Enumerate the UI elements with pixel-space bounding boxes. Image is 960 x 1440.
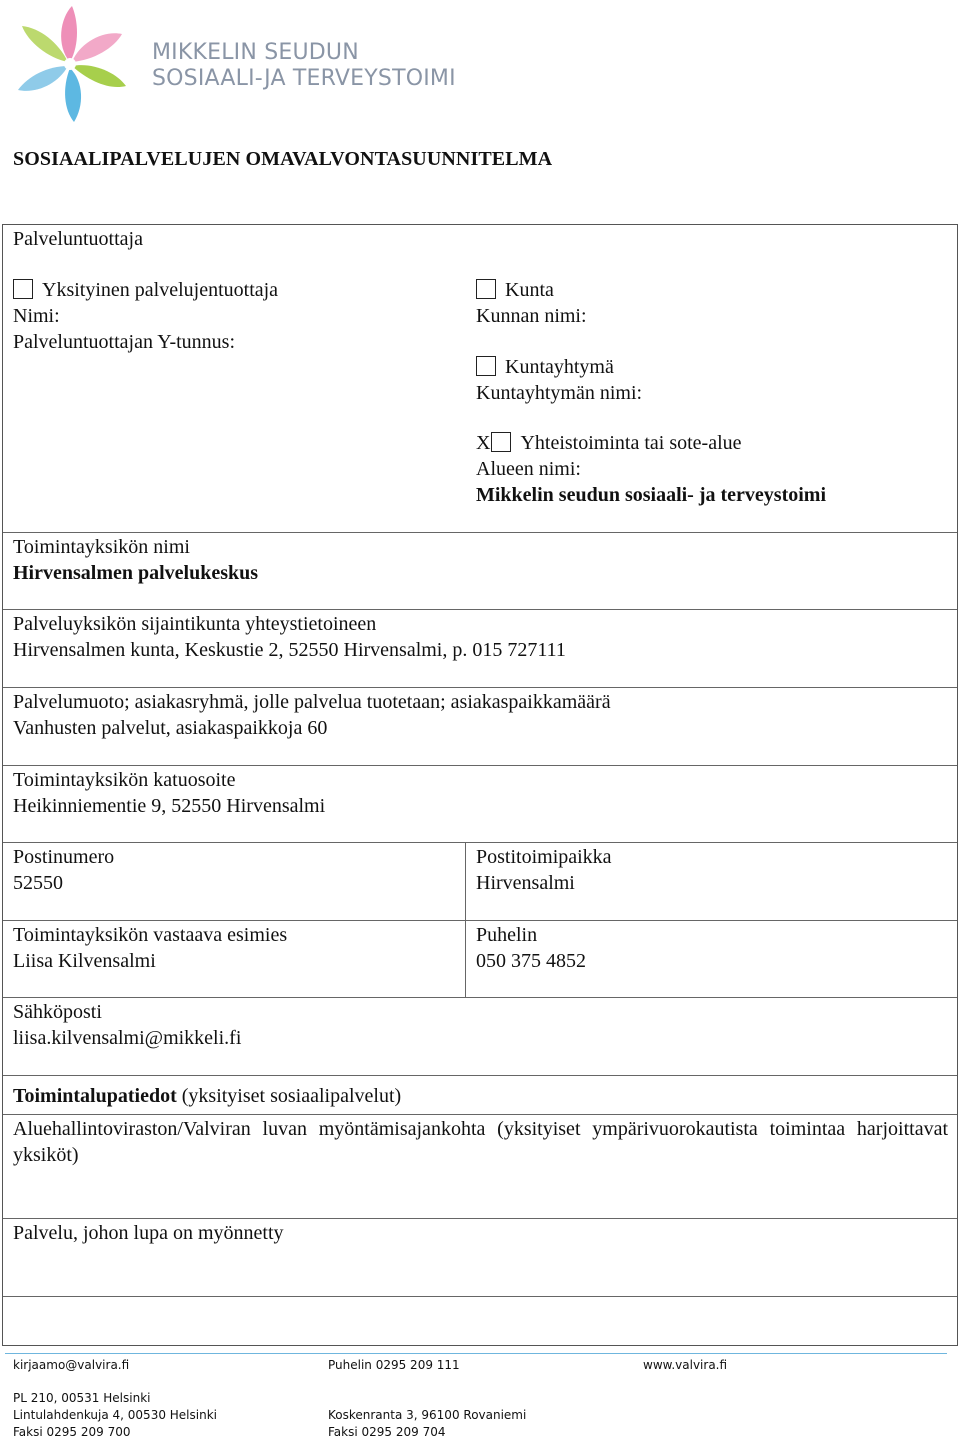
municipality-checkbox[interactable]	[476, 279, 496, 299]
location-label: Palveluyksikön sijaintikunta yhteystietoineen	[13, 613, 377, 635]
divider	[3, 920, 957, 921]
flower-logo-icon	[10, 2, 135, 128]
divider	[3, 1218, 957, 1219]
email-label: Sähköposti	[13, 1001, 102, 1023]
private-name-label: Nimi:	[13, 305, 60, 327]
divider	[3, 1296, 957, 1297]
joint-municipality-checkbox[interactable]	[476, 356, 496, 376]
footer-divider	[5, 1353, 947, 1354]
divider	[3, 765, 957, 766]
postal-code-value: 52550	[13, 872, 63, 894]
footer-rovaniemi-fax: Faksi 0295 209 704	[328, 1425, 446, 1439]
footer-phone: Puhelin 0295 209 111	[328, 1358, 460, 1372]
footer-helsinki-fax: Faksi 0295 209 700	[13, 1425, 131, 1439]
divider	[3, 1075, 957, 1076]
post-office-value: Hirvensalmi	[476, 872, 575, 894]
divider	[3, 532, 957, 533]
divider	[3, 997, 957, 998]
service-label: Palvelumuoto; asiakasryhmä, jolle palvelua tuotetaan; asiakaspaikkamäärä	[13, 691, 611, 713]
document-title: SOSIAALIPALVELUJEN OMAVALVONTASUUNNITELMA	[13, 148, 553, 170]
organization-logo	[10, 2, 456, 128]
logo-text-line1: MIKKELIN SEUDUN	[152, 40, 359, 65]
postal-code-label: Postinumero	[13, 846, 115, 868]
cooperation-mark: X	[476, 432, 491, 454]
joint-municipality-option[interactable]	[476, 354, 614, 380]
joint-municipality-name-label: Kuntayhtymän nimi:	[476, 382, 643, 404]
joint-municipality-label: Kuntayhtymä	[505, 356, 614, 378]
provider-section-label: Palveluntuottaja	[13, 228, 143, 250]
divider	[3, 687, 957, 688]
footer-web[interactable]: www.valvira.fi	[643, 1358, 728, 1372]
footer-helsinki-address: Lintulahdenkuja 4, 00530 Helsinki	[13, 1408, 217, 1422]
phone-label: Puhelin	[476, 924, 538, 946]
divider	[3, 609, 957, 610]
license-heading-bold: Toimintalupatiedot	[13, 1085, 177, 1107]
private-provider-checkbox[interactable]	[13, 279, 33, 299]
manager-value: Liisa Kilvensalmi	[13, 950, 156, 972]
address-label: Toimintayksikön katuosoite	[13, 769, 236, 791]
footer-email[interactable]: kirjaamo@valvira.fi	[13, 1358, 130, 1372]
manager-label: Toimintayksikön vastaava esimies	[13, 924, 288, 946]
license-heading-rest: (yksityiset sosiaalipalvelut)	[181, 1085, 402, 1107]
email-value: liisa.kilvensalmi@mikkeli.fi	[13, 1027, 242, 1049]
divider	[3, 842, 957, 843]
cooperation-option[interactable]	[476, 430, 742, 456]
municipality-name-label: Kunnan nimi:	[476, 305, 587, 327]
location-value: Hirvensalmen kunta, Keskustie 2, 52550 Hirvensalmi, p. 015 727111	[13, 639, 566, 661]
divider	[3, 1114, 957, 1115]
cooperation-checkbox[interactable]	[491, 432, 511, 452]
address-value: Heikinniementie 9, 52550 Hirvensalmi	[13, 795, 326, 817]
service-value: Vanhusten palvelut, asiakaspaikkoja 60	[13, 717, 328, 739]
column-divider	[465, 842, 466, 997]
footer-rovaniemi-address: Koskenranta 3, 96100 Rovaniemi	[328, 1408, 527, 1422]
unit-name-label: Toimintayksikön nimi	[13, 536, 190, 558]
ytunnus-label: Palveluntuottajan Y-tunnus:	[13, 331, 236, 353]
cooperation-label: Yhteistoiminta tai sote-alue	[520, 432, 742, 454]
area-name-value: Mikkelin seudun sosiaali- ja terveystoimi	[476, 484, 827, 506]
footer-po-box: PL 210, 00531 Helsinki	[13, 1391, 151, 1405]
licensed-service-label: Palvelu, johon lupa on myönnetty	[13, 1222, 284, 1244]
unit-name-value: Hirvensalmen palvelukeskus	[13, 562, 259, 584]
private-provider-label: Yksityinen palvelujentuottaja	[42, 279, 279, 301]
municipality-label: Kunta	[505, 279, 554, 301]
municipality-option[interactable]	[476, 277, 554, 303]
private-provider-option[interactable]	[13, 277, 278, 303]
license-date-label: Aluehallintoviraston/Valviran luvan myöntämisajankohta (yksityiset ympärivuorokautista toimintaa harjoittavat yksiköt)	[13, 1118, 948, 1166]
logo-text-line2: SOSIAALI-JA TERVEYSTOIMI	[152, 66, 456, 91]
post-office-label: Postitoimipaikka	[476, 846, 612, 868]
form-table	[2, 224, 958, 1346]
area-name-label: Alueen nimi:	[476, 458, 581, 480]
license-heading	[13, 1083, 401, 1109]
phone-value: 050 375 4852	[476, 950, 586, 972]
